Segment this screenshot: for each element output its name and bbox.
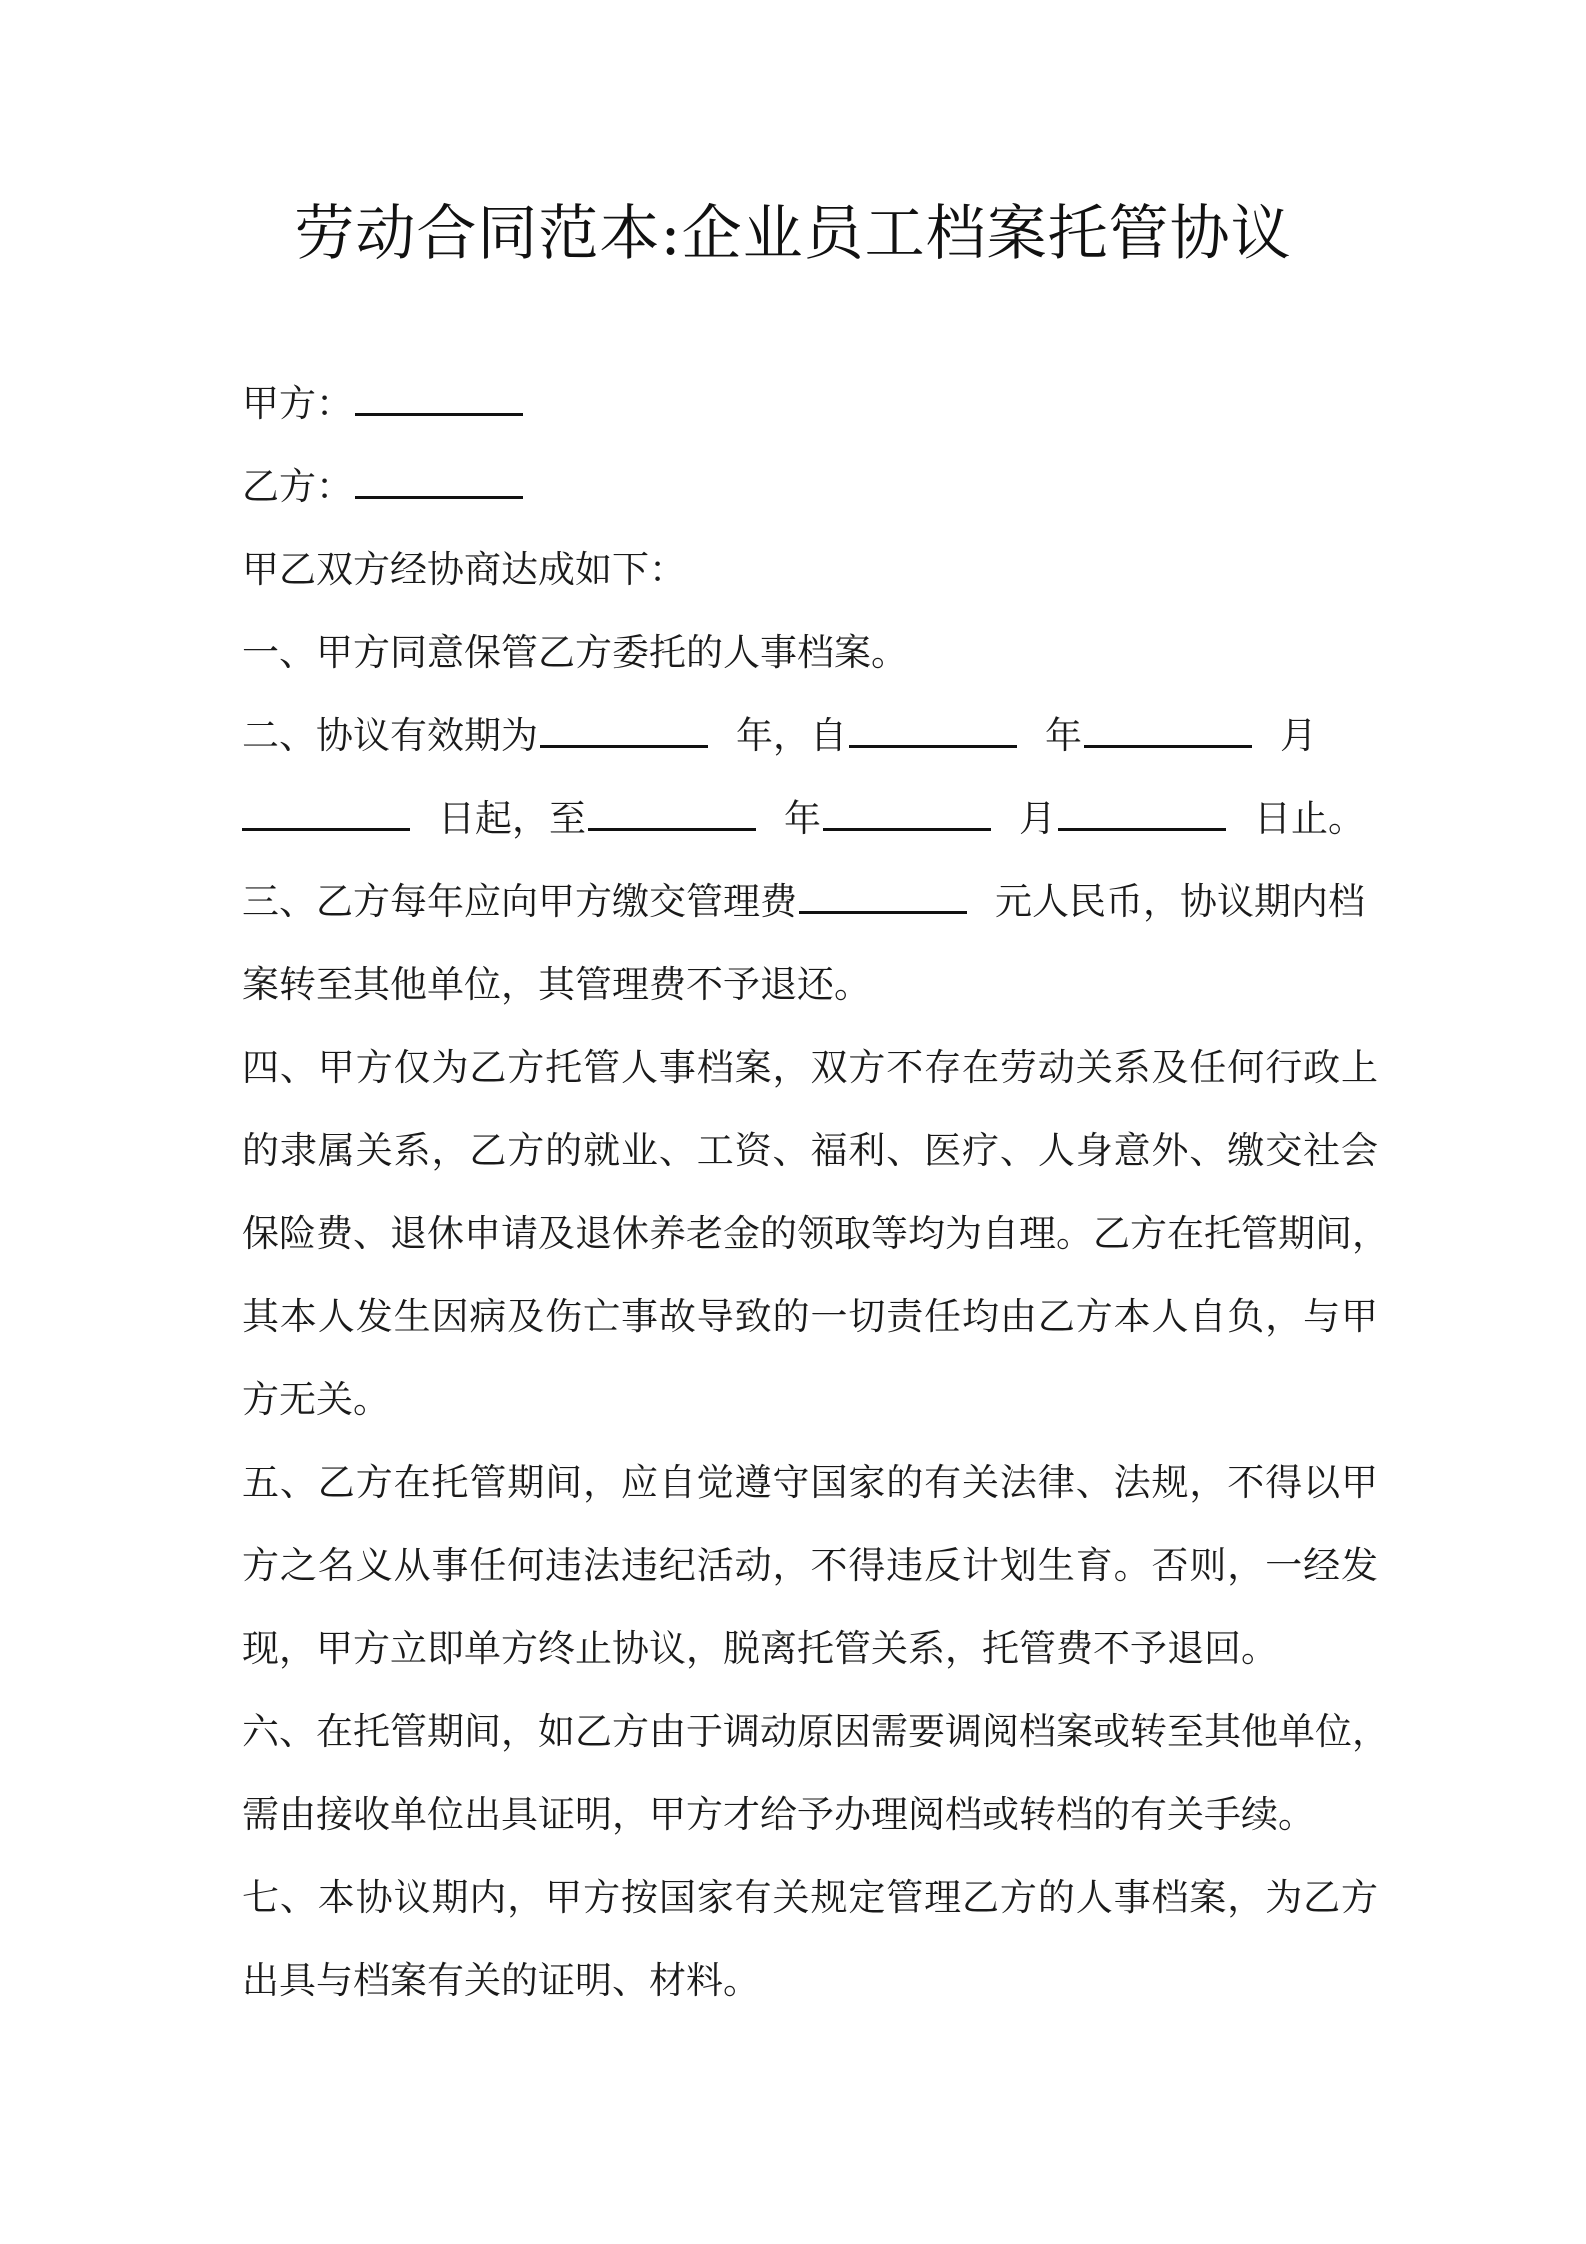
- party-a-blank: [355, 409, 523, 416]
- clause-3-text-2: 元人民币，协议期内档: [995, 880, 1365, 923]
- clause-4-line-4: 其本人发生因病及伤亡事故导致的一切责任均由乙方本人自负，与甲: [242, 1295, 1378, 1338]
- management-fee-blank: [799, 907, 967, 914]
- clause-4-line-3: 保险费、退休申请及退休养老金的领取等均为自理。乙方在托管期间，: [242, 1212, 1389, 1255]
- start-month-blank: [1084, 741, 1252, 748]
- clause-2-text-8: 日止。: [1254, 797, 1365, 840]
- party-a-line: [242, 362, 1378, 445]
- clause-2-text-1: 二、协议有效期为: [242, 714, 538, 757]
- document-body: [242, 362, 1389, 2022]
- clause-4-line-1: 四、甲方仅为乙方托管人事档案，双方不存在劳动关系及任何行政上: [242, 1046, 1378, 1089]
- end-month-blank: [823, 824, 991, 831]
- clause-5-line-1: 五、乙方在托管期间，应自觉遵守国家的有关法律、法规，不得以甲: [242, 1461, 1378, 1504]
- end-day-blank: [1058, 824, 1226, 831]
- clause-2-text-3: 年: [1045, 714, 1082, 757]
- clause-2-text-5: 日起，至: [438, 797, 586, 840]
- party-b-label: 乙方：: [242, 465, 353, 508]
- clause-2-line-1: [242, 694, 1378, 777]
- clause-5-line-2: 方之名义从事任何违法违纪活动，不得违反计划生育。否则，一经发: [242, 1544, 1378, 1587]
- intro-line: 甲乙双方经协商达成如下：: [242, 548, 686, 591]
- clause-2-line-2: [242, 777, 1378, 860]
- clause-2-text-7: 月: [1019, 797, 1056, 840]
- clause-6-line-2: 需由接收单位出具证明，甲方才给予办理阅档或转档的有关手续。: [242, 1793, 1315, 1836]
- party-a-label: 甲方：: [242, 382, 353, 425]
- end-year-blank: [588, 824, 756, 831]
- clause-4-line-2: 的隶属关系，乙方的就业、工资、福利、医疗、人身意外、缴交社会: [242, 1129, 1378, 1172]
- clause-6-line-1: 六、在托管期间，如乙方由于调动原因需要调阅档案或转至其他单位，: [242, 1710, 1389, 1753]
- document-title: 劳动合同范本:企业员工档案托管协议: [294, 199, 1292, 269]
- clause-5-line-3: 现，甲方立即单方终止协议，脱离托管关系，托管费不予退回。: [242, 1627, 1278, 1670]
- clause-2-text-2: 年，自: [736, 714, 847, 757]
- clause-3-line-2: 案转至其他单位，其管理费不予退还。: [242, 963, 871, 1006]
- clause-4-line-5: 方无关。: [242, 1378, 390, 1421]
- clause-3-line-1: [242, 860, 1378, 943]
- party-b-line: [242, 445, 1378, 528]
- start-year-blank: [849, 741, 1017, 748]
- start-day-blank: [242, 824, 410, 831]
- clause-2-text-6: 年: [784, 797, 821, 840]
- clause-7-line-2: 出具与档案有关的证明、材料。: [242, 1959, 760, 2002]
- clause-3-text-1: 三、乙方每年应向甲方缴交管理费: [242, 880, 797, 923]
- clause-1: 一、甲方同意保管乙方委托的人事档案。: [242, 631, 908, 674]
- clause-2-text-4: 月: [1280, 714, 1317, 757]
- term-years-blank: [540, 741, 708, 748]
- party-b-blank: [355, 492, 523, 499]
- clause-7-line-1: 七、本协议期内，甲方按国家有关规定管理乙方的人事档案，为乙方: [242, 1876, 1378, 1919]
